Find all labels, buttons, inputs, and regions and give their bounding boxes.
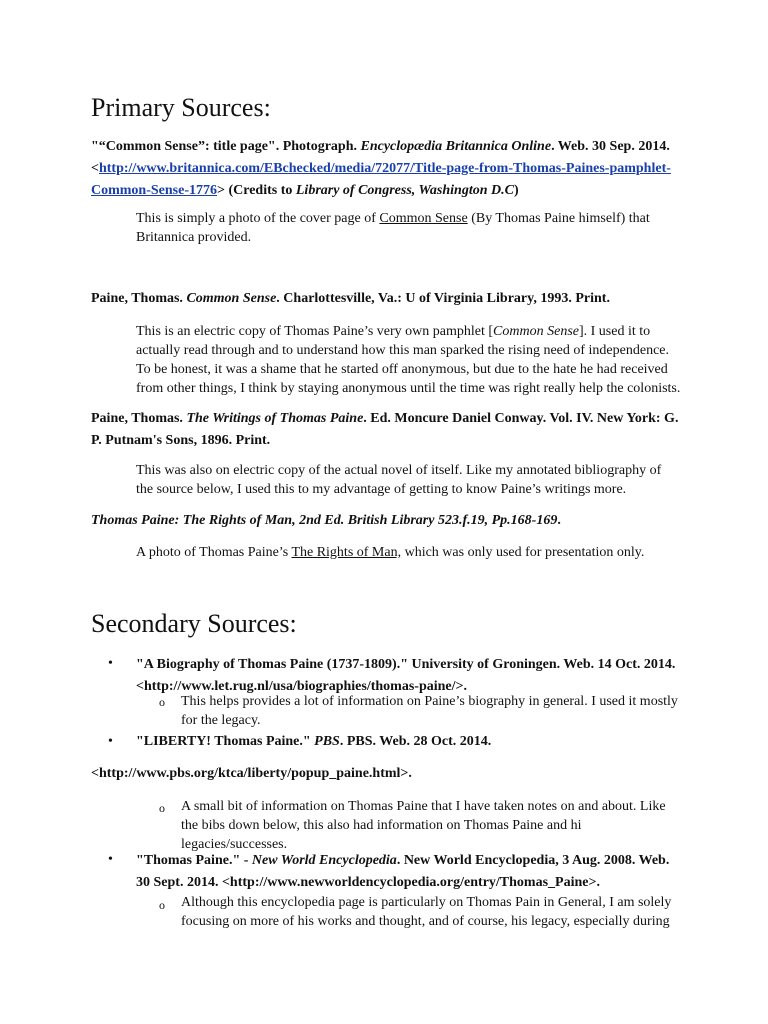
rights-of-man-title: The Rights of Man,: [291, 545, 402, 560]
work-title-inline: Common Sense: [493, 324, 579, 339]
annotation-new-world-encyclopedia: Although this encyclopedia page is particularly on Thomas Pain in General, I am solely focusing on more of his works and thought, and of course, his legacy, especially during: [181, 895, 672, 929]
sub-bullet-icon: o: [159, 695, 165, 709]
work-title: The Writings of Thomas Paine: [186, 411, 364, 426]
encyclopedia-title: New World Encyclopedia: [251, 853, 397, 868]
citation-date: . Web. 30 Sep. 2014.: [551, 139, 670, 154]
work-title: Common Sense: [186, 291, 277, 306]
primary-sources-heading: Primary Sources:: [91, 93, 271, 122]
citation-rights-of-man: Thomas Paine: The Rights of Man, 2nd Ed. British Library 523.f.19, Pp.168-169.: [91, 513, 561, 528]
annotation-writings-of-paine: This was also on electric copy of the actual novel of itself. Like my annotated bibliography of the source below, I used this to my advantage of getting to know Paine’s writings more.: [136, 463, 662, 497]
pbs-title: PBS: [314, 734, 340, 749]
bullet-icon: •: [108, 852, 113, 867]
annotation-common-sense-photo: This is simply a photo of the cover page of Common Sense (By Thomas Paine himself) that Britannica provided.: [136, 211, 650, 245]
citation-common-sense-uva: Paine, Thomas. Common Sense. Charlottesville, Va.: U of Virginia Library, 1993. Print.: [91, 291, 610, 306]
citation-writings-of-paine: Paine, Thomas. The Writings of Thomas Paine. Ed. Moncure Daniel Conway. Vol. IV. New York: G. P. Putnam's Sons, 1896. Print.: [91, 411, 679, 448]
credits-suffix: ): [513, 183, 519, 198]
common-sense-title: Common Sense: [379, 211, 468, 226]
credits-prefix: > (Credits to: [217, 183, 296, 198]
annotation-common-sense-uva: This is an electric copy of Thomas Paine’s very own pamphlet [Common Sense]. I used it to actually read through and to understand how this man sparked the rising need of independence. To be honest, it was a shame that he started off anonymous, but due to the hate he had received from other things, I think by staying anonymous until the time was right really help the colonists.: [136, 324, 681, 396]
citation-title: "“Common Sense”: title page". Photograph.: [91, 139, 361, 154]
citation-publisher: Encyclopædia Britannica Online: [360, 139, 552, 154]
annotation-rights-of-man: A photo of Thomas Paine’s The Rights of Man, which was only used for presentation only.: [136, 545, 645, 560]
bullet-icon: •: [108, 656, 113, 671]
annotation-groningen-biography: This helps provides a lot of information on Paine’s biography in general. I used it mostly for the legacy.: [181, 694, 678, 728]
sub-bullet-icon: o: [159, 898, 165, 912]
url-open-bracket: <: [91, 161, 99, 176]
annotation-pbs-liberty: A small bit of information on Thomas Paine that I have taken notes on and about. Like the bibs down below, this also had information on Thomas Paine and hi legacies/successes.: [181, 799, 666, 852]
credits-source: Library of Congress, Washington D.C: [295, 183, 514, 198]
work-title: Thomas Paine: The Rights of Man, 2nd Ed. British Library 523.f.19, Pp.168-169: [91, 513, 558, 528]
secondary-sources-heading: Secondary Sources:: [91, 609, 297, 638]
bullet-icon: •: [108, 734, 113, 749]
citation-pbs-liberty: "LIBERTY! Thomas Paine." PBS. PBS. Web. 28 Oct. 2014.: [136, 734, 492, 749]
citation-new-world-encyclopedia: "Thomas Paine." - New World Encyclopedia. New World Encyclopedia, 3 Aug. 2008. Web. 30 Sept. 2014. <http://www.newworldencyclopedia.org/entry/Thomas_Paine>.: [136, 853, 670, 890]
pbs-url: <http://www.pbs.org/ktca/liberty/popup_paine.html>.: [91, 766, 412, 781]
britannica-link[interactable]: http://www.britannica.com/EBchecked/media/72077/Title-page-from-Thomas-Paines-pamphlet- Common-Sense-1776: [91, 161, 671, 198]
citation-common-sense-photo: [91, 136, 681, 202]
citation-groningen-biography: "A Biography of Thomas Paine (1737-1809)." University of Groningen. Web. 14 Oct. 2014. <http://www.let.rug.nl/usa/biographies/thomas-paine/>.: [136, 657, 676, 694]
sub-bullet-icon: o: [159, 801, 165, 815]
